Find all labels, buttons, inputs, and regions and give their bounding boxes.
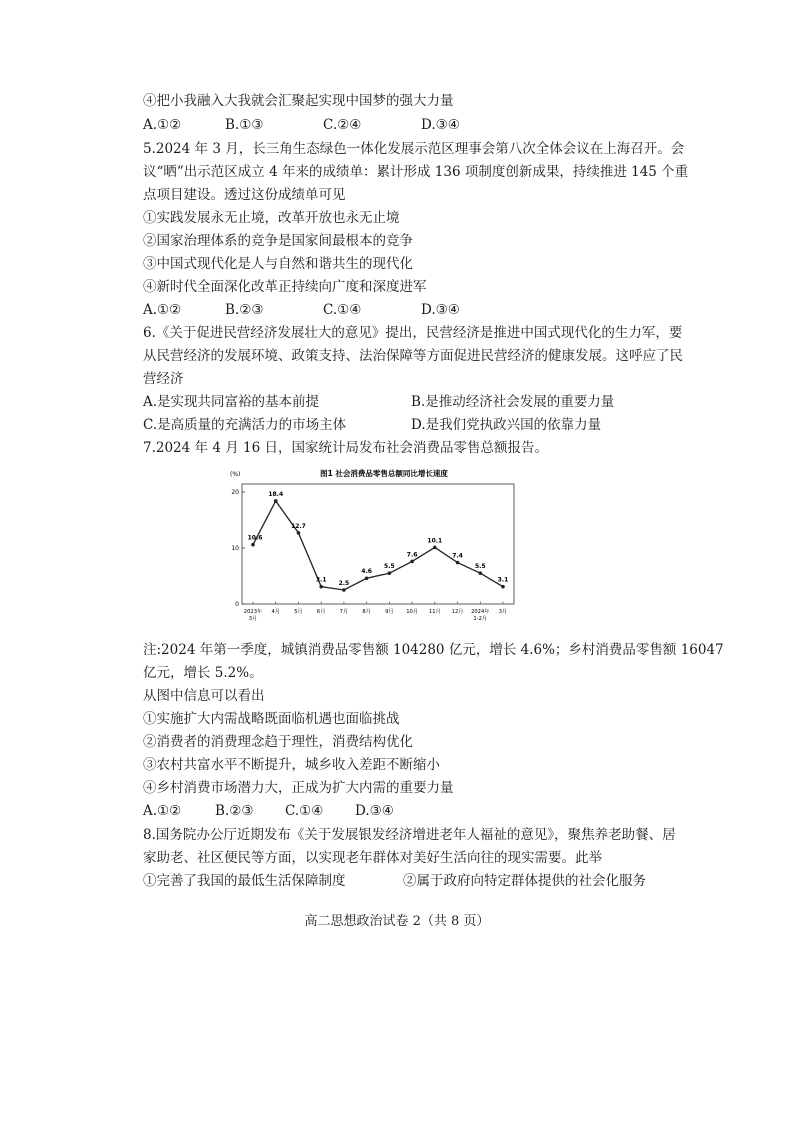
data-label: 3.1 <box>497 576 509 584</box>
data-label: 10.6 <box>247 534 263 542</box>
chart-axes <box>231 484 514 608</box>
series-line <box>253 501 503 590</box>
y-tick-label: 20 <box>231 489 239 496</box>
q6-option-c[interactable]: C.是高质量的充满活力的市场主体 <box>143 417 347 433</box>
data-point <box>433 546 437 550</box>
y-tick-label: 0 <box>235 601 239 608</box>
x-tick-label: 10月 <box>406 609 418 615</box>
chart-points <box>251 499 505 592</box>
data-point <box>365 576 369 580</box>
q6-option-b[interactable]: B.是推动经济社会发展的重要力量 <box>411 394 615 410</box>
data-point <box>251 543 255 547</box>
q6-stem-line-3: 营经济 <box>143 371 184 387</box>
x-tick-label: 2024年 <box>471 609 490 615</box>
data-point <box>388 571 392 575</box>
q4-option-d[interactable]: D.③④ <box>421 117 460 133</box>
q5-stem-line-2: 议“晒”出示范区成立 4 年来的成绩单：累计形成 136 项制度创新成果，持续推进 145 个重 <box>143 164 689 180</box>
x-tick-label: 12月 <box>451 609 464 615</box>
chart-series-line <box>253 501 503 590</box>
q7-statement-1: ①实施扩大内需战略既面临机遇也面临挑战 <box>143 711 400 727</box>
page-footer: 高二思想政治试卷 2（共 8 页） <box>304 914 490 929</box>
data-label: 3.1 <box>315 576 327 584</box>
y-tick-label: 10 <box>231 545 239 552</box>
data-label: 2.5 <box>338 580 350 587</box>
data-point <box>297 531 301 535</box>
data-point <box>478 571 482 575</box>
x-tick-label: 7月 <box>339 609 349 615</box>
x-tick-label: 3月 <box>498 609 508 615</box>
q5-stem-line-1: 5.2024 年 3 月，长三角生态绿色一体化发展示范区理事会第八次全体会议在上海召开。会 <box>143 141 685 157</box>
q7-stem: 7.2024 年 4 月 16 日，国家统计局发布社会消费品零售总额报告。 <box>143 440 548 456</box>
x-tick-label: 5月 <box>294 609 303 615</box>
retail-growth-chart <box>228 462 520 630</box>
q6-stem-line-1: 6.《关于促进民营经济发展壮大的意见》提出，民营经济是推进中国式现代化的生力军，要 <box>143 325 683 341</box>
q8-stem-line-2: 家助老、社区便民等方面，以实现老年群体对美好生活向往的现实需要。此举 <box>143 850 602 866</box>
x-tick-label: 3月 <box>248 616 258 622</box>
q7-note-line-1: 注:2024 年第一季度，城镇消费品零售额 104280 亿元，增长 4.6%；乡村消费品零售额 16047 <box>143 642 724 658</box>
q7-statement-3: ③农村共富水平不断提升，城乡收入差距不断缩小 <box>143 757 440 773</box>
q7-option-b[interactable]: B.②③ <box>215 803 254 819</box>
q5-statement-4: ④新时代全面深化改革正持续向广度和深度进军 <box>143 279 427 295</box>
q5-option-d[interactable]: D.③④ <box>421 302 460 318</box>
data-label: 5.5 <box>474 563 486 571</box>
q7-statement-2: ②消费者的消费理念趋于理性，消费结构优化 <box>143 734 413 750</box>
q4-statement-4: ④把小我融入大我就会汇聚起实现中国梦的强大力量 <box>143 93 454 109</box>
q5-statement-2: ②国家治理体系的竞争是国家间最根本的竞争 <box>143 233 413 249</box>
q7-note-line-2: 亿元，增长 5.2%。 <box>143 665 263 681</box>
x-tick-label: 4月 <box>271 609 280 615</box>
data-label: 7.6 <box>406 551 418 559</box>
data-point <box>456 561 460 565</box>
q7-option-c[interactable]: C.①④ <box>285 803 324 819</box>
x-tick-label: 11月 <box>428 609 441 615</box>
q8-stem-line-1: 8.国务院办公厅近期发布《关于发展银发经济增进老年人福祉的意见》，聚焦养老助餐、居 <box>143 827 676 843</box>
q7-option-a[interactable]: A.①② <box>143 803 182 819</box>
q8-statement-1: ①完善了我国的最低生活保障制度 <box>143 873 346 889</box>
y-axis-unit: (%) <box>230 471 241 478</box>
q5-statement-1: ①实践发展永无止境，改革开放也永无止境 <box>143 210 400 226</box>
x-tick-label: 8月 <box>362 609 371 615</box>
chart-data-labels <box>248 491 509 587</box>
q4-option-a[interactable]: A.①② <box>143 117 182 133</box>
data-point <box>274 499 278 503</box>
q6-stem-line-2: 从民营经济的发展环境、政策支持、法治保障等方面促进民营经济的健康发展。这呼应了民 <box>143 348 683 364</box>
data-label: 12.7 <box>291 522 306 530</box>
q6-option-a[interactable]: A.是实现共同富裕的基本前提 <box>143 394 320 410</box>
q5-option-a[interactable]: A.①② <box>143 302 182 318</box>
q6-option-d[interactable]: D.是我们党执政兴国的依靠力量 <box>411 417 602 433</box>
data-point <box>342 588 346 592</box>
q5-statement-3: ③中国式现代化是人与自然和谐共生的现代化 <box>143 256 413 272</box>
chart-title: 图1 社会消费品零售总额同比增长速度 <box>320 469 448 478</box>
x-tick-label: 2023年 <box>243 609 263 615</box>
data-label: 4.6 <box>361 568 372 576</box>
q7-lead: 从图中信息可以看出 <box>143 688 265 704</box>
q7-statement-4: ④乡村消费市场潜力大，正成为扩大内需的重要力量 <box>143 780 454 796</box>
x-tick-label: 6月 <box>316 609 326 615</box>
plot-frame <box>242 484 514 604</box>
chart-x-tick-labels <box>244 602 507 623</box>
x-tick-label: 9月 <box>385 609 394 615</box>
data-point <box>319 585 323 589</box>
q7-option-d[interactable]: D.③④ <box>355 803 394 819</box>
data-point <box>501 585 505 589</box>
data-point <box>410 560 414 564</box>
q4-option-b[interactable]: B.①③ <box>225 117 264 133</box>
data-label: 18.4 <box>268 490 284 498</box>
q5-option-c[interactable]: C.①④ <box>323 302 362 318</box>
data-label: 7.4 <box>452 552 463 560</box>
data-label: 10.1 <box>427 537 443 545</box>
q5-option-b[interactable]: B.②③ <box>225 302 264 318</box>
q4-option-c[interactable]: C.②④ <box>323 117 362 133</box>
q5-stem-line-3: 点项目建设。透过这份成绩单可见 <box>143 187 346 203</box>
q8-statement-2: ②属于政府向特定群体提供的社会化服务 <box>403 873 646 889</box>
data-label: 5.5 <box>384 563 395 571</box>
x-tick-label: 1-2月 <box>473 616 488 622</box>
